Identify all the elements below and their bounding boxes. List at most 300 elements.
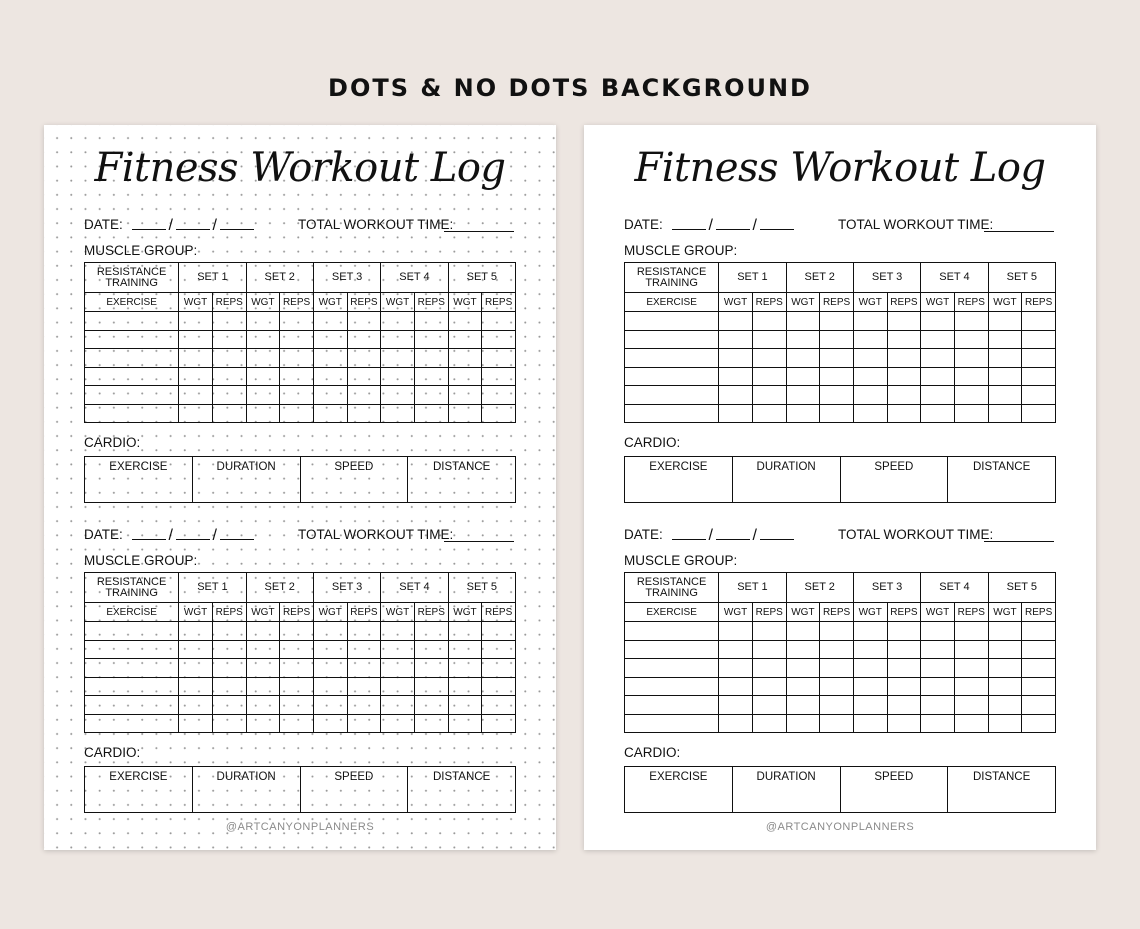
- entry-cell[interactable]: [625, 714, 719, 733]
- entry-cell[interactable]: [820, 386, 854, 405]
- entry-cell[interactable]: [381, 404, 415, 423]
- date-blanks: / /: [132, 527, 254, 545]
- entry-cell[interactable]: [719, 367, 753, 386]
- entry-cell[interactable]: [786, 404, 820, 423]
- entry-cell[interactable]: [752, 349, 786, 368]
- table-row: [85, 714, 516, 733]
- entry-cell[interactable]: [313, 367, 347, 386]
- entry-cell[interactable]: [280, 349, 314, 368]
- total-time-label: TOTAL WORKOUT TIME:: [298, 217, 454, 232]
- entry-cell[interactable]: [482, 330, 516, 349]
- entry-cell[interactable]: [414, 349, 448, 368]
- entry-cell[interactable]: [448, 659, 482, 678]
- entry-cell[interactable]: [448, 386, 482, 405]
- entry-cell[interactable]: [85, 386, 179, 405]
- entry-cell[interactable]: [625, 367, 719, 386]
- entry-cell[interactable]: [212, 367, 246, 386]
- entry-cell[interactable]: [954, 330, 988, 349]
- entry-cell[interactable]: [921, 386, 955, 405]
- entry-cell[interactable]: [347, 386, 381, 405]
- entry-cell[interactable]: [988, 349, 1022, 368]
- entry-cell[interactable]: [719, 622, 753, 641]
- entry-cell[interactable]: [1022, 330, 1056, 349]
- entry-cell[interactable]: [85, 659, 179, 678]
- entry-cell[interactable]: [212, 714, 246, 733]
- entry-cell[interactable]: [482, 404, 516, 423]
- entry-cell[interactable]: [820, 622, 854, 641]
- entry-cell[interactable]: [954, 677, 988, 696]
- entry-cell[interactable]: [954, 714, 988, 733]
- entry-cell[interactable]: [786, 677, 820, 696]
- entry-cell[interactable]: [853, 622, 887, 641]
- entry-cell[interactable]: [313, 386, 347, 405]
- entry-cell[interactable]: [482, 349, 516, 368]
- entry-cell[interactable]: [625, 677, 719, 696]
- entry-cell[interactable]: [85, 330, 179, 349]
- entry-cell[interactable]: [887, 622, 921, 641]
- entry-cell[interactable]: [313, 640, 347, 659]
- entry-cell[interactable]: [752, 696, 786, 715]
- entry-cell[interactable]: [988, 696, 1022, 715]
- entry-cell[interactable]: [752, 714, 786, 733]
- entry-cell[interactable]: [85, 622, 179, 641]
- entry-cell[interactable]: [786, 696, 820, 715]
- entry-cell[interactable]: [625, 640, 719, 659]
- entry-cell[interactable]: [313, 696, 347, 715]
- entry-cell[interactable]: [988, 386, 1022, 405]
- entry-cell[interactable]: [786, 367, 820, 386]
- entry-cell[interactable]: [820, 349, 854, 368]
- entry-cell[interactable]: [954, 367, 988, 386]
- entry-cell[interactable]: [313, 659, 347, 678]
- entry-cell[interactable]: [85, 312, 179, 331]
- entry-cell[interactable]: [313, 714, 347, 733]
- cardio-duration-header[interactable]: DURATION: [732, 767, 840, 813]
- entry-cell[interactable]: [887, 330, 921, 349]
- cardio-exercise-header[interactable]: EXERCISE: [625, 457, 733, 503]
- entry-cell[interactable]: [448, 696, 482, 715]
- entry-cell[interactable]: [347, 714, 381, 733]
- entry-cell[interactable]: [381, 659, 415, 678]
- entry-cell[interactable]: [820, 696, 854, 715]
- entry-cell[interactable]: [820, 714, 854, 733]
- entry-cell[interactable]: [212, 659, 246, 678]
- exercise-header: EXERCISE: [85, 603, 179, 622]
- entry-cell[interactable]: [246, 640, 280, 659]
- cardio-duration-header[interactable]: DURATION: [732, 457, 840, 503]
- entry-cell[interactable]: [280, 640, 314, 659]
- entry-cell[interactable]: [280, 367, 314, 386]
- entry-cell[interactable]: [954, 622, 988, 641]
- entry-cell[interactable]: [448, 714, 482, 733]
- entry-cell[interactable]: [381, 714, 415, 733]
- entry-cell[interactable]: [414, 677, 448, 696]
- entry-cell[interactable]: [1022, 659, 1056, 678]
- entry-cell[interactable]: [482, 714, 516, 733]
- entry-cell[interactable]: [482, 622, 516, 641]
- entry-cell[interactable]: [482, 312, 516, 331]
- cardio-table: [624, 456, 1056, 503]
- entry-cell[interactable]: [752, 622, 786, 641]
- entry-cell[interactable]: [212, 312, 246, 331]
- entry-cell[interactable]: [212, 349, 246, 368]
- entry-cell[interactable]: [1022, 640, 1056, 659]
- entry-cell[interactable]: [246, 714, 280, 733]
- entry-cell[interactable]: [482, 677, 516, 696]
- cardio-exercise-header[interactable]: EXERCISE: [625, 767, 733, 813]
- entry-cell[interactable]: [625, 386, 719, 405]
- entry-cell[interactable]: [786, 330, 820, 349]
- entry-cell[interactable]: [313, 349, 347, 368]
- entry-cell[interactable]: [448, 640, 482, 659]
- cardio-duration-header[interactable]: DURATION: [192, 457, 300, 503]
- entry-cell[interactable]: [347, 367, 381, 386]
- entry-cell[interactable]: [414, 696, 448, 715]
- entry-cell[interactable]: [482, 696, 516, 715]
- exercise-header: EXERCISE: [625, 603, 719, 622]
- entry-cell[interactable]: [179, 714, 213, 733]
- entry-cell[interactable]: [179, 659, 213, 678]
- subheader-row: [85, 603, 516, 622]
- entry-cell[interactable]: [280, 622, 314, 641]
- entry-cell[interactable]: [482, 640, 516, 659]
- entry-cell[interactable]: [954, 386, 988, 405]
- entry-cell[interactable]: [179, 622, 213, 641]
- entry-cell[interactable]: [246, 404, 280, 423]
- entry-cell[interactable]: [212, 677, 246, 696]
- entry-cell[interactable]: [853, 696, 887, 715]
- entry-cell[interactable]: [887, 714, 921, 733]
- entry-cell[interactable]: [988, 330, 1022, 349]
- entry-cell[interactable]: [482, 386, 516, 405]
- entry-cell[interactable]: [921, 696, 955, 715]
- entry-cell[interactable]: [280, 714, 314, 733]
- entry-cell[interactable]: [719, 696, 753, 715]
- entry-cell[interactable]: [1022, 349, 1056, 368]
- entry-cell[interactable]: [921, 367, 955, 386]
- entry-cell[interactable]: [625, 659, 719, 678]
- cardio-distance-header[interactable]: DISTANCE: [948, 457, 1056, 503]
- entry-cell[interactable]: [786, 659, 820, 678]
- entry-cell[interactable]: [786, 386, 820, 405]
- entry-cell[interactable]: [887, 696, 921, 715]
- entry-cell[interactable]: [414, 659, 448, 678]
- entry-cell[interactable]: [85, 640, 179, 659]
- cardio-distance-header[interactable]: DISTANCE: [408, 457, 516, 503]
- entry-cell[interactable]: [719, 330, 753, 349]
- entry-cell[interactable]: [887, 386, 921, 405]
- entry-cell[interactable]: [448, 330, 482, 349]
- entry-cell[interactable]: [212, 404, 246, 423]
- entry-cell[interactable]: [179, 349, 213, 368]
- entry-cell[interactable]: [212, 640, 246, 659]
- entry-cell[interactable]: [85, 696, 179, 715]
- entry-cell[interactable]: [853, 404, 887, 423]
- entry-cell[interactable]: [179, 640, 213, 659]
- entry-cell[interactable]: [1022, 404, 1056, 423]
- entry-cell[interactable]: [752, 312, 786, 331]
- entry-cell[interactable]: [719, 640, 753, 659]
- cardio-speed-header[interactable]: SPEED: [840, 457, 948, 503]
- entry-cell[interactable]: [381, 386, 415, 405]
- entry-cell[interactable]: [786, 640, 820, 659]
- entry-cell[interactable]: [347, 404, 381, 423]
- entry-cell[interactable]: [347, 696, 381, 715]
- entry-cell[interactable]: [414, 367, 448, 386]
- entry-cell[interactable]: [85, 404, 179, 423]
- table-row: [625, 367, 1056, 386]
- entry-cell[interactable]: [448, 312, 482, 331]
- entry-cell[interactable]: [1022, 312, 1056, 331]
- table-row: [625, 312, 1056, 331]
- entry-cell[interactable]: [246, 386, 280, 405]
- entry-cell[interactable]: [414, 404, 448, 423]
- entry-cell[interactable]: [625, 330, 719, 349]
- entry-cell[interactable]: [448, 677, 482, 696]
- cardio-distance-header[interactable]: DISTANCE: [408, 767, 516, 813]
- entry-cell[interactable]: [625, 312, 719, 331]
- entry-cell[interactable]: [954, 349, 988, 368]
- entry-cell[interactable]: [752, 404, 786, 423]
- entry-cell[interactable]: [752, 386, 786, 405]
- entry-cell[interactable]: [381, 622, 415, 641]
- entry-cell[interactable]: [280, 312, 314, 331]
- entry-cell[interactable]: [921, 312, 955, 331]
- entry-cell[interactable]: [988, 404, 1022, 423]
- entry-cell[interactable]: [381, 349, 415, 368]
- entry-cell[interactable]: [381, 696, 415, 715]
- entry-cell[interactable]: [347, 330, 381, 349]
- entry-cell[interactable]: [280, 330, 314, 349]
- entry-cell[interactable]: [921, 330, 955, 349]
- resistance-training-header: RESISTANCE TRAINING: [85, 573, 179, 603]
- entry-cell[interactable]: [246, 622, 280, 641]
- entry-cell[interactable]: [921, 677, 955, 696]
- cardio-distance-header[interactable]: DISTANCE: [948, 767, 1056, 813]
- entry-cell[interactable]: [381, 640, 415, 659]
- entry-cell[interactable]: [752, 640, 786, 659]
- entry-cell[interactable]: [313, 404, 347, 423]
- entry-cell[interactable]: [921, 714, 955, 733]
- reps-header: REPS: [954, 603, 988, 622]
- entry-cell[interactable]: [853, 330, 887, 349]
- entry-cell[interactable]: [752, 677, 786, 696]
- cardio-exercise-header[interactable]: EXERCISE: [85, 767, 193, 813]
- entry-cell[interactable]: [988, 714, 1022, 733]
- entry-cell[interactable]: [820, 404, 854, 423]
- entry-cell[interactable]: [280, 404, 314, 423]
- wgt-header: WGT: [448, 603, 482, 622]
- entry-cell[interactable]: [1022, 367, 1056, 386]
- table-row: [625, 386, 1056, 405]
- entry-cell[interactable]: [179, 696, 213, 715]
- entry-cell[interactable]: [313, 677, 347, 696]
- cardio-exercise-header[interactable]: EXERCISE: [85, 457, 193, 503]
- cardio-duration-header[interactable]: DURATION: [192, 767, 300, 813]
- entry-cell[interactable]: [1022, 696, 1056, 715]
- entry-cell[interactable]: [381, 677, 415, 696]
- entry-cell[interactable]: [179, 677, 213, 696]
- entry-cell[interactable]: [280, 659, 314, 678]
- entry-cell[interactable]: [179, 312, 213, 331]
- entry-cell[interactable]: [921, 404, 955, 423]
- entry-cell[interactable]: [482, 659, 516, 678]
- entry-cell[interactable]: [313, 622, 347, 641]
- entry-cell[interactable]: [280, 386, 314, 405]
- cardio-speed-header[interactable]: SPEED: [840, 767, 948, 813]
- entry-cell[interactable]: [625, 696, 719, 715]
- entry-cell[interactable]: [954, 404, 988, 423]
- entry-cell[interactable]: [988, 659, 1022, 678]
- entry-cell[interactable]: [85, 677, 179, 696]
- entry-cell[interactable]: [482, 367, 516, 386]
- entry-cell[interactable]: [853, 349, 887, 368]
- entry-cell[interactable]: [954, 696, 988, 715]
- entry-cell[interactable]: [414, 312, 448, 331]
- entry-cell[interactable]: [1022, 714, 1056, 733]
- entry-cell[interactable]: [625, 622, 719, 641]
- entry-cell[interactable]: [85, 367, 179, 386]
- entry-cell[interactable]: [719, 349, 753, 368]
- entry-cell[interactable]: [246, 330, 280, 349]
- reps-header: REPS: [482, 293, 516, 312]
- entry-cell[interactable]: [853, 677, 887, 696]
- entry-cell[interactable]: [448, 349, 482, 368]
- entry-cell[interactable]: [921, 622, 955, 641]
- entry-cell[interactable]: [954, 312, 988, 331]
- entry-cell[interactable]: [347, 640, 381, 659]
- entry-cell[interactable]: [1022, 677, 1056, 696]
- entry-cell[interactable]: [887, 640, 921, 659]
- entry-cell[interactable]: [820, 677, 854, 696]
- entry-cell[interactable]: [853, 312, 887, 331]
- entry-cell[interactable]: [246, 696, 280, 715]
- entry-cell[interactable]: [921, 640, 955, 659]
- entry-cell[interactable]: [752, 367, 786, 386]
- entry-cell[interactable]: [246, 659, 280, 678]
- entry-cell[interactable]: [887, 677, 921, 696]
- entry-cell[interactable]: [212, 696, 246, 715]
- entry-cell[interactable]: [820, 330, 854, 349]
- entry-cell[interactable]: [719, 659, 753, 678]
- entry-cell[interactable]: [347, 659, 381, 678]
- table-row: [625, 330, 1056, 349]
- cardio-speed-header[interactable]: SPEED: [300, 767, 408, 813]
- entry-cell[interactable]: [179, 330, 213, 349]
- entry-cell[interactable]: [786, 312, 820, 331]
- entry-cell[interactable]: [347, 349, 381, 368]
- entry-cell[interactable]: [212, 622, 246, 641]
- entry-cell[interactable]: [381, 330, 415, 349]
- entry-cell[interactable]: [212, 386, 246, 405]
- entry-cell[interactable]: [887, 312, 921, 331]
- entry-cell[interactable]: [786, 714, 820, 733]
- entry-cell[interactable]: [719, 677, 753, 696]
- entry-cell[interactable]: [1022, 386, 1056, 405]
- entry-cell[interactable]: [414, 622, 448, 641]
- entry-cell[interactable]: [853, 714, 887, 733]
- entry-cell[interactable]: [625, 404, 719, 423]
- entry-cell[interactable]: [752, 330, 786, 349]
- entry-cell[interactable]: [820, 367, 854, 386]
- entry-cell[interactable]: [786, 622, 820, 641]
- entry-cell[interactable]: [887, 349, 921, 368]
- entry-cell[interactable]: [820, 312, 854, 331]
- entry-cell[interactable]: [347, 677, 381, 696]
- entry-cell[interactable]: [179, 404, 213, 423]
- entry-cell[interactable]: [820, 640, 854, 659]
- entry-cell[interactable]: [414, 386, 448, 405]
- entry-cell[interactable]: [246, 349, 280, 368]
- entry-cell[interactable]: [752, 659, 786, 678]
- entry-cell[interactable]: [313, 312, 347, 331]
- entry-cell[interactable]: [414, 640, 448, 659]
- entry-cell[interactable]: [820, 659, 854, 678]
- entry-cell[interactable]: [853, 386, 887, 405]
- entry-cell[interactable]: [85, 349, 179, 368]
- entry-cell[interactable]: [414, 714, 448, 733]
- entry-cell[interactable]: [448, 367, 482, 386]
- total-time-label: TOTAL WORKOUT TIME:: [838, 217, 994, 232]
- entry-cell[interactable]: [887, 404, 921, 423]
- entry-cell[interactable]: [414, 330, 448, 349]
- entry-cell[interactable]: [988, 312, 1022, 331]
- entry-cell[interactable]: [448, 622, 482, 641]
- entry-cell[interactable]: [448, 404, 482, 423]
- entry-cell[interactable]: [381, 367, 415, 386]
- entry-cell[interactable]: [280, 696, 314, 715]
- entry-cell[interactable]: [246, 312, 280, 331]
- entry-cell[interactable]: [921, 349, 955, 368]
- entry-cell[interactable]: [280, 677, 314, 696]
- date-blanks: / /: [132, 217, 254, 235]
- entry-cell[interactable]: [921, 659, 955, 678]
- entry-cell[interactable]: [786, 349, 820, 368]
- entry-cell[interactable]: [954, 659, 988, 678]
- entry-cell[interactable]: [246, 677, 280, 696]
- entry-cell[interactable]: [887, 659, 921, 678]
- entry-cell[interactable]: [625, 349, 719, 368]
- muscle-group-label: MUSCLE GROUP:: [84, 243, 198, 258]
- reps-header: REPS: [280, 603, 314, 622]
- entry-cell[interactable]: [988, 677, 1022, 696]
- entry-cell[interactable]: [719, 404, 753, 423]
- entry-cell[interactable]: [347, 622, 381, 641]
- entry-cell[interactable]: [246, 367, 280, 386]
- entry-cell[interactable]: [988, 640, 1022, 659]
- entry-cell[interactable]: [719, 714, 753, 733]
- entry-cell[interactable]: [347, 312, 381, 331]
- entry-cell[interactable]: [719, 386, 753, 405]
- entry-cell[interactable]: [381, 312, 415, 331]
- entry-cell[interactable]: [85, 714, 179, 733]
- entry-cell[interactable]: [853, 367, 887, 386]
- entry-cell[interactable]: [853, 640, 887, 659]
- entry-cell[interactable]: [988, 622, 1022, 641]
- entry-cell[interactable]: [1022, 622, 1056, 641]
- workout-section: [84, 525, 516, 783]
- entry-cell[interactable]: [313, 330, 347, 349]
- entry-cell[interactable]: [212, 330, 246, 349]
- cardio-speed-header[interactable]: SPEED: [300, 457, 408, 503]
- entry-cell[interactable]: [719, 312, 753, 331]
- entry-cell[interactable]: [954, 640, 988, 659]
- entry-cell[interactable]: [887, 367, 921, 386]
- entry-cell[interactable]: [179, 386, 213, 405]
- entry-cell[interactable]: [853, 659, 887, 678]
- entry-cell[interactable]: [988, 367, 1022, 386]
- entry-cell[interactable]: [179, 367, 213, 386]
